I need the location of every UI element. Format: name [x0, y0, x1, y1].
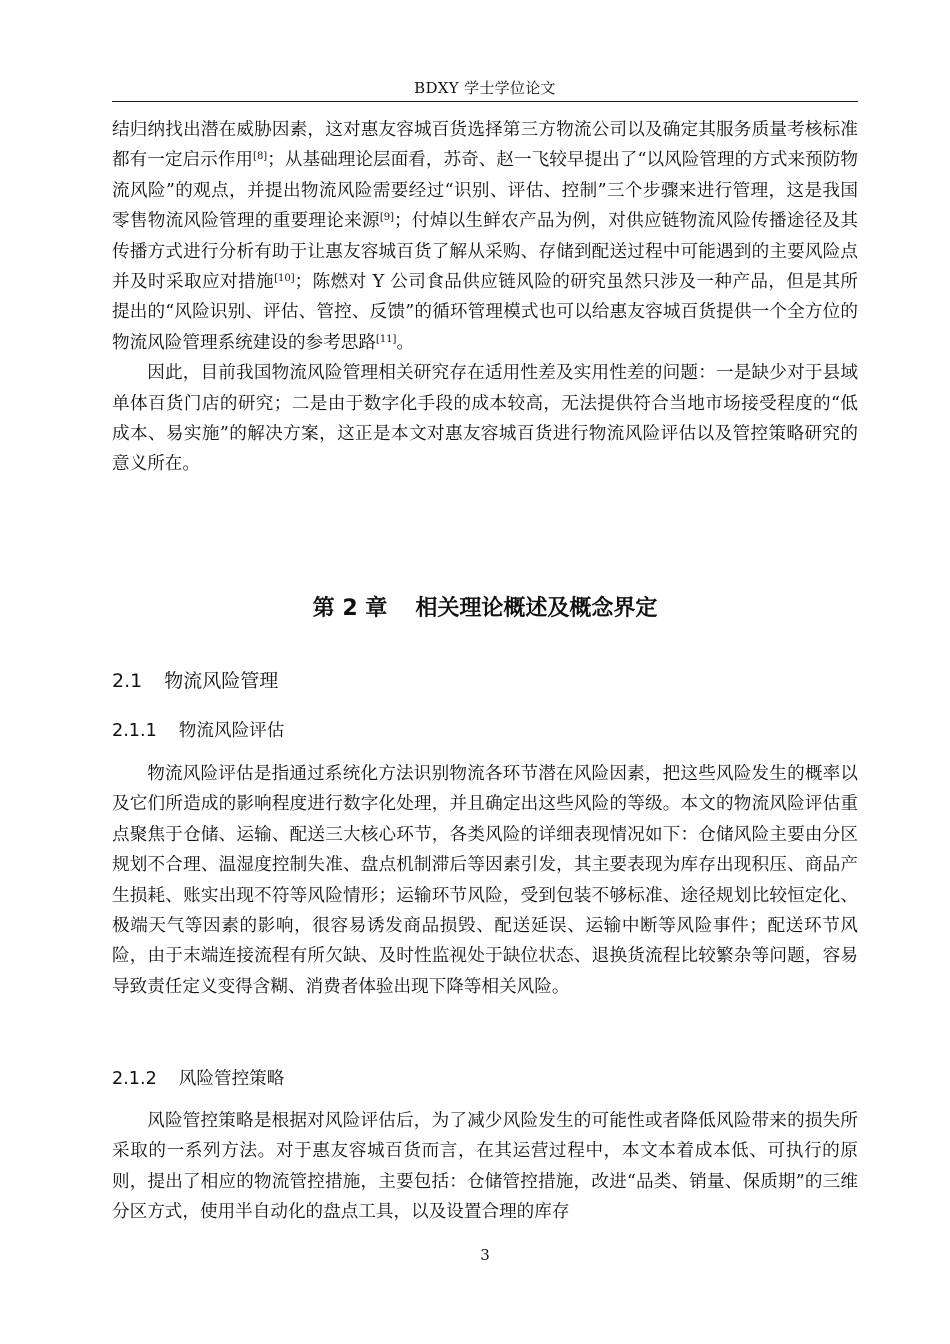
paragraph-text-segment: ；从基础理论层面看，苏奇、赵一飞较早提出了“以风险管理的方式来预防物流风险”的观点，并提出物流风险需要经过“识别、评估、控制”三个步骤来进行管理，这是我国零售物流风险管理的重要理论来源 — [112, 150, 858, 232]
chapter-number: 第 2 章 — [312, 596, 388, 621]
page-number: 3 — [480, 1246, 490, 1264]
subsection-body-2-1-2 — [112, 1106, 858, 1228]
header-divider — [112, 101, 858, 102]
paragraph-text-segment: 结归纳找出潜在威胁因素，这对惠友容城百货选择第三方物流公司以及确定其服务质量考核标准都有一定启示作用 — [112, 120, 858, 171]
chapter-heading — [112, 592, 858, 626]
citation-reference: [11] — [375, 333, 397, 345]
subsection-heading-2-1-2 — [112, 1064, 284, 1094]
paragraph-text-segment: ；陈燃对 Y 公司食品供应链风险的研究虽然只涉及一种产品，但是其所提出的“风险识别、评估、管控、反馈”的循环管理模式也可以给惠友容城百货提供一个全方位的物流风险管理系统建设的参考思路 — [112, 272, 858, 353]
paragraph-conclusion: 因此，目前我国物流风险管理相关研究存在适用性差及实用性差的问题：一是缺少对于县域单体百货门店的研究；二是由于数字化手段的成本较高，无法提供符合当地市场接受程度的“低成本、易实施”的解决方案，这正是本文对惠友容城百货进行物流风险评估以及管控策略研究的意义所在。 — [112, 363, 858, 475]
citation-reference: [10] — [274, 273, 295, 285]
paragraph-risk-assessment: 物流风险评估是指通过系统化方法识别物流各环节潜在风险因素，把这些风险发生的概率以及它们所造成的影响程度进行数字化处理，并且确定出这些风险的等级。本文的物流风险评估重点聚焦于仓储、运输、配送三大核心环节，各类风险的详细表现情况如下：仓储风险主要由分区规划不合理、温湿度控制失准、盘点机制滞后等因素引发，其主要表现为库存出现积压、商品产生损耗、账实出现不符等风险情形；运输环节风险，受到包装不够标准、途径规划比较恒定化、极端天气等因素的影响，很容易诱发商品损毁、配送延误、运输中断等风险事件；配送环节风险，由于末端连接流程有所欠缺、及时性监视处于缺位状态、退换货流程比较繁杂等问题，容易导致责任定义变得含糊、消费者体验出现下降等相关风险。 — [112, 764, 858, 997]
subsection-title: 风险管控策略 — [178, 1069, 285, 1089]
section-number: 2.1 — [112, 670, 143, 692]
subsection-number: 2.1.2 — [112, 1069, 157, 1089]
intro-continuation — [112, 115, 858, 480]
paragraph-risk-control: 风险管控策略是根据对风险评估后，为了减少风险发生的可能性或者降低风险带来的损失所采取的一系列方法。对于惠友容城百货而言，在其运营过程中，本文本着成本低、可执行的原则，提出了相应的物流管控措施，主要包括：仓储管控措施，改进“品类、销量、保质期”的三维分区方式，使用半自动化的盘点工具，以及设置合理的库存 — [112, 1111, 858, 1223]
paragraph-text-segment: 。 — [396, 332, 415, 353]
section-heading-2-1 — [112, 666, 278, 696]
paragraph-text-segment: ；付焯以生鲜农产品为例，对供应链物流风险传播途径及其传播方式进行分析有助于让惠友容城百货了解从采购、存储到配送过程中可能遇到的主要风险点并及时采取应对措施 — [112, 211, 858, 293]
citation-reference: [9] — [379, 212, 394, 224]
citation-reference: [8] — [253, 151, 268, 163]
chapter-title: 相关理论概述及概念界定 — [415, 596, 658, 621]
subsection-heading-2-1-1 — [112, 716, 284, 746]
running-header: BDXY 学士学位论文 — [414, 79, 556, 97]
subsection-body-2-1-1 — [112, 759, 858, 1002]
paragraph-literature-review — [112, 115, 858, 358]
subsection-number: 2.1.1 — [112, 721, 157, 741]
subsection-title: 物流风险评估 — [178, 721, 285, 741]
section-title: 物流风险管理 — [164, 670, 279, 692]
